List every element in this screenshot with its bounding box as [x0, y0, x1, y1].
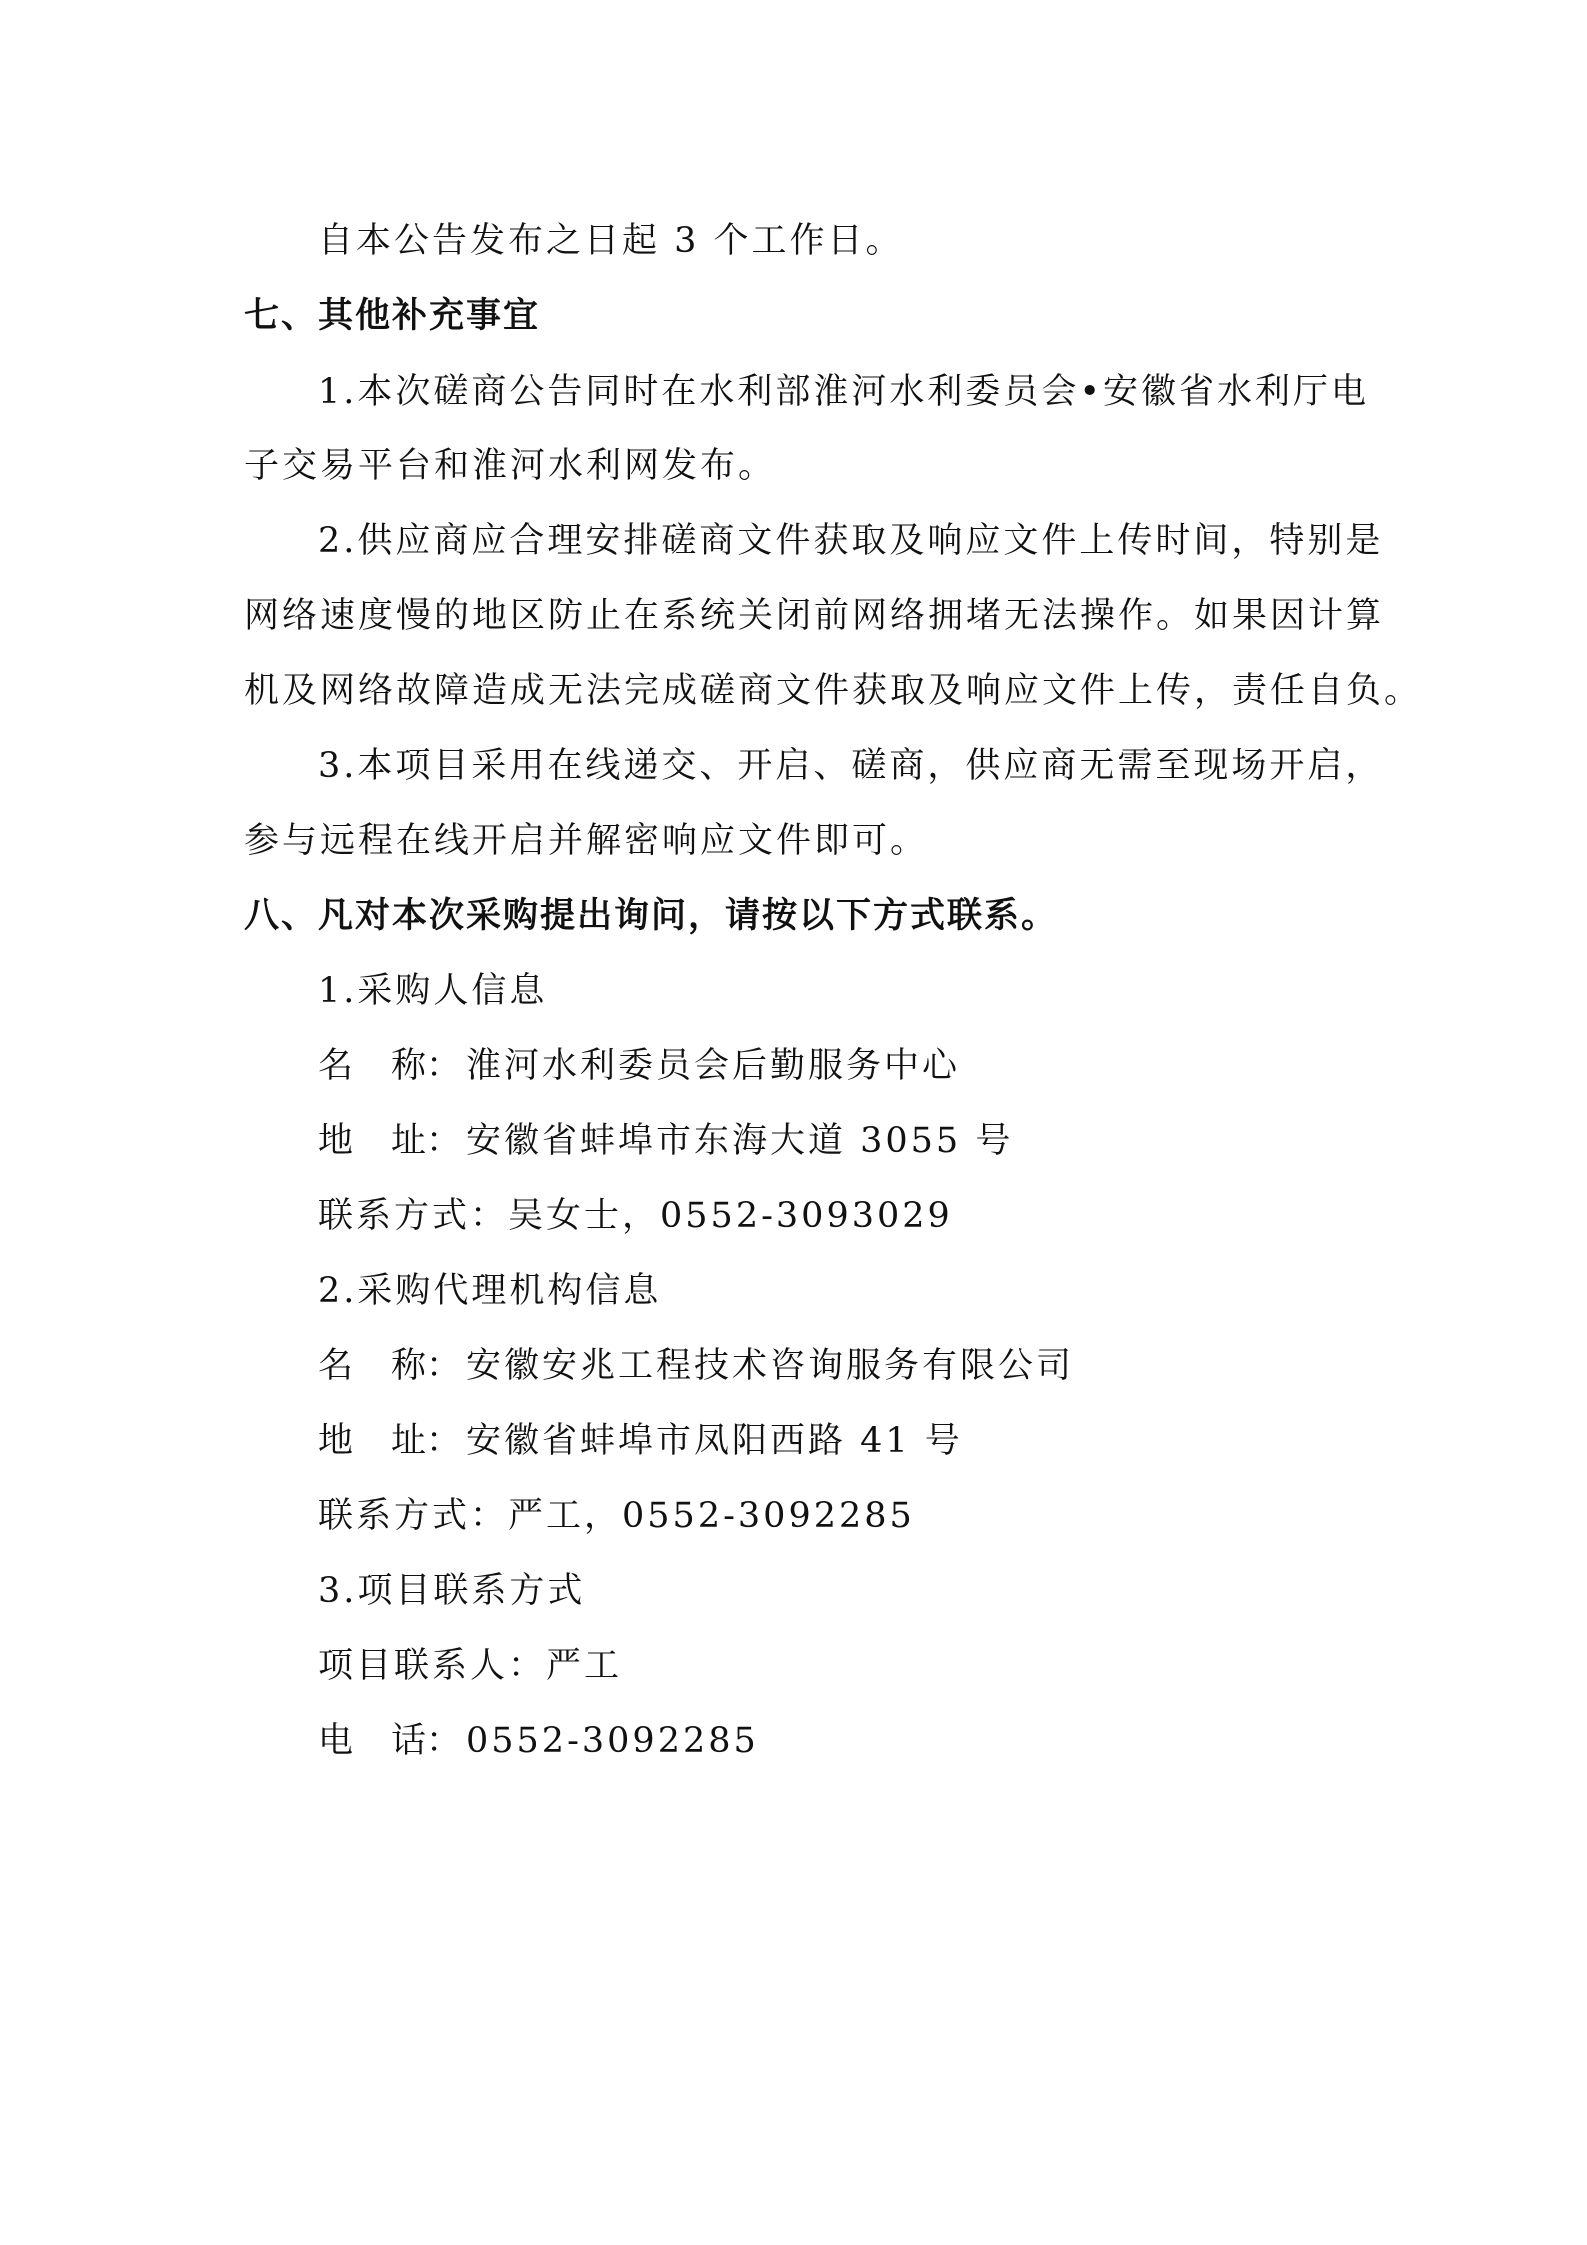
agency-contact-label: 联系方式： [318, 1496, 509, 1536]
purchaser-address-value: 安徽省蚌埠市东海大道 3055 号 [466, 1121, 1014, 1161]
agency-name-row [318, 1344, 1074, 1388]
purchaser-address-label: 地 址： [318, 1121, 462, 1161]
section-7-item-3-line-2: 参与远程在线开启并解密响应文件即可。 [244, 821, 929, 861]
purchaser-name-value: 淮河水利委员会后勤服务中心 [466, 1046, 961, 1086]
project-person-row [318, 1644, 622, 1688]
section-7-heading: 七、其他补充事宜 [244, 296, 541, 336]
section-7-item-3-line-1: 3.本项目采用在线递交、开启、磋商，供应商无需至现场开启， [318, 746, 1384, 786]
agency-name-label: 名 称： [318, 1346, 462, 1386]
agency-contact-value: 严工，0552-3092285 [508, 1496, 915, 1536]
purchaser-title: 1.采购人信息 [318, 971, 548, 1011]
project-phone-label: 电 话： [318, 1721, 462, 1761]
purchaser-address-row [318, 1119, 1013, 1163]
section-8-heading: 八、凡对本次采购提出询问，请按以下方式联系。 [244, 896, 1059, 936]
purchaser-name-row [318, 1044, 960, 1088]
agency-address-row [318, 1419, 963, 1463]
section-7-item-2-line-1: 2.供应商应合理安排磋商文件获取及响应文件上传时间，特别是 [318, 521, 1384, 561]
purchaser-contact-label: 联系方式： [318, 1196, 509, 1236]
agency-address-value: 安徽省蚌埠市凤阳西路 41 号 [466, 1421, 963, 1461]
agency-address-label: 地 址： [318, 1421, 462, 1461]
section-7-item-1-line-1: 1.本次磋商公告同时在水利部淮河水利委员会•安徽省水利厅电 [318, 372, 1370, 412]
project-phone-value: 0552-3092285 [466, 1721, 759, 1761]
purchaser-contact-row [318, 1194, 953, 1238]
agency-name-value: 安徽安兆工程技术咨询服务有限公司 [466, 1346, 1075, 1386]
purchaser-contact-value: 吴女士，0552-3093029 [508, 1196, 953, 1236]
section-7-item-2-line-2: 网络速度慢的地区防止在系统关闭前网络拥堵无法操作。如果因计算 [244, 596, 1385, 636]
intro-line: 自本公告发布之日起 3 个工作日。 [318, 221, 904, 261]
section-7-item-2-line-3: 机及网络故障造成无法完成磋商文件获取及响应文件上传，责任自负。 [244, 671, 1423, 711]
project-contact-title: 3.项目联系方式 [318, 1571, 586, 1611]
section-7-item-1-line-2: 子交易平台和淮河水利网发布。 [244, 446, 777, 486]
project-person-value: 严工 [546, 1646, 623, 1686]
agency-contact-row [318, 1494, 915, 1538]
project-person-label: 项目联系人： [318, 1646, 547, 1686]
project-phone-row [318, 1719, 759, 1763]
purchaser-name-label: 名 称： [318, 1046, 462, 1086]
agency-title: 2.采购代理机构信息 [318, 1271, 662, 1311]
